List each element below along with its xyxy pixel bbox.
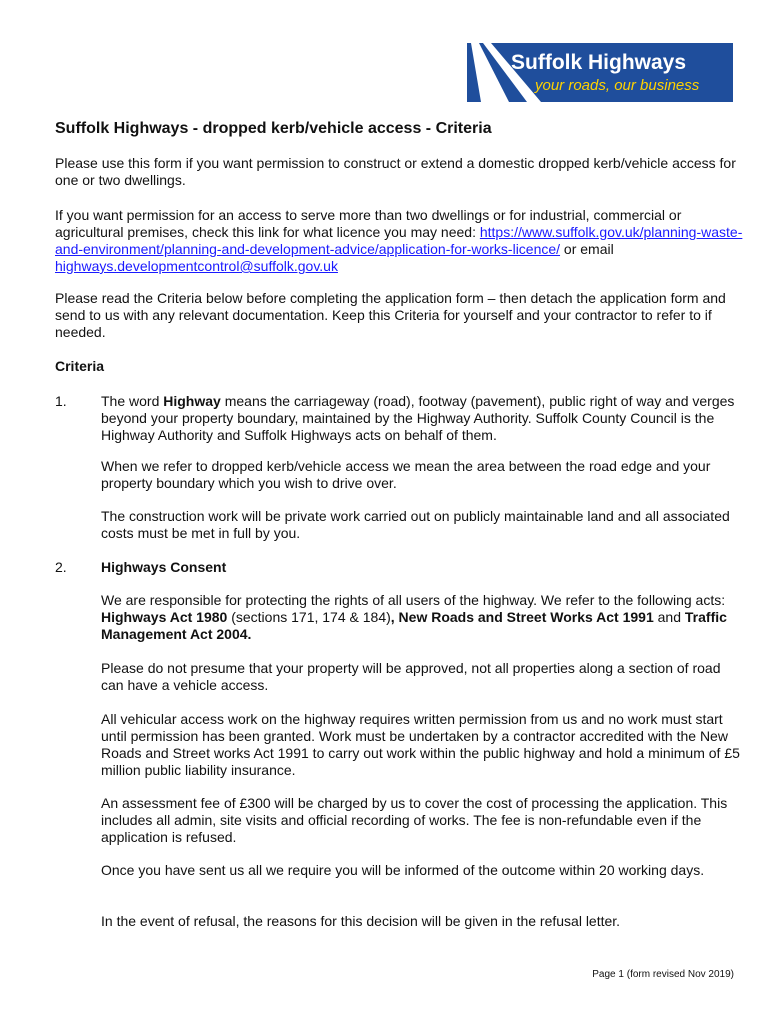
logo-tagline: your roads, our business: [535, 77, 700, 94]
item-1-number: 1.: [55, 393, 67, 409]
email-link[interactable]: highways.developmentcontrol@suffolk.gov.uk: [55, 258, 338, 274]
item-2-sections-text: (sections 171, 174 & 184): [227, 609, 391, 625]
item-1-highway-term: Highway: [163, 393, 221, 409]
document-title: Suffolk Highways - dropped kerb/vehicle access - Criteria: [55, 120, 492, 137]
licence-link[interactable]: https://www.suffolk.gov.uk/planning-waste-and-environment/planning-and-development-advice/application-for-works-licence/: [55, 224, 743, 257]
licence-paragraph: [55, 207, 745, 275]
item-2-paragraph-1: [101, 592, 741, 643]
item-1-paragraph-2: When we refer to dropped kerb/vehicle access we mean the area between the road edge and your property boundary which you wish to drive over.: [101, 458, 711, 491]
traffic-act-term: Traffic Management Act 2004.: [101, 609, 727, 642]
item-2-and-text: and: [653, 609, 685, 625]
item-2-heading-text: Highways Consent: [101, 559, 227, 575]
read-criteria-paragraph: Please read the Criteria below before completing the application form – then detach the application form and send to us with any relevant documentation. Keep this Criteria for yourself and your contractor to refer to if needed.: [55, 290, 726, 340]
new-roads-act-term: , New Roads and Street Works Act 1991: [390, 609, 654, 625]
item-2-text-a: We are responsible for protecting the rights of all users of the highway. We refer to the following acts:: [101, 592, 726, 608]
item-2-paragraph-3: All vehicular access work on the highway requires written permission from us and no work must start until permission has been granted. Work must be undertaken by a contractor accredited with the New Roads and Street works Act 1991 to carry out work within the public highway and hold a minimum of £5 million public liability insurance.: [101, 711, 740, 778]
item-2-paragraph-5: Once you have sent us all we require you will be informed of the outcome within 20 working days.: [101, 862, 705, 878]
highways-act-term: Highways Act 1980: [101, 609, 228, 625]
or-email-text: or email: [560, 241, 614, 257]
page-footer: Page 1 (form revised Nov 2019): [592, 969, 734, 980]
item-2-number: 2.: [55, 559, 67, 575]
item-1-text-a: The word: [101, 393, 164, 409]
item-2-heading: [101, 559, 741, 576]
suffolk-highways-logo: [461, 43, 733, 102]
logo-title: Suffolk Highways: [511, 51, 687, 74]
item-2-paragraph-2: Please do not presume that your property will be approved, not all properties along a section of road can have a vehicle access.: [101, 660, 721, 693]
criteria-heading: [55, 358, 745, 375]
item-2-paragraph-6: In the event of refusal, the reasons for this decision will be given in the refusal letter.: [101, 913, 621, 929]
more-than-two-text: If you want permission for an access to serve more than two dwellings or for industrial, commercial or agricultural premises, check this link for what licence you may need:: [55, 207, 682, 240]
item-1-text-b: means the carriageway (road), footway (pavement), public right of way and verges beyond your property boundary, maintained by the Highway Authority. Suffolk County Council is the Highway Authority and Suffolk Highways acts on behalf of them.: [101, 393, 735, 443]
item-1-paragraph-1: [101, 393, 741, 444]
criteria-heading-text: Criteria: [55, 358, 105, 374]
intro-paragraph: Please use this form if you want permission to construct or extend a domestic dropped kerb/vehicle access for one or two dwellings.: [55, 155, 736, 188]
item-1-paragraph-3: The construction work will be private work carried out on publicly maintainable land and all associated costs must be met in full by you.: [101, 508, 730, 541]
item-2-paragraph-4: An assessment fee of £300 will be charged by us to cover the cost of processing the application. This includes all admin, site visits and official recording of works. The fee is non-refundable even if the application is refused.: [101, 795, 728, 845]
